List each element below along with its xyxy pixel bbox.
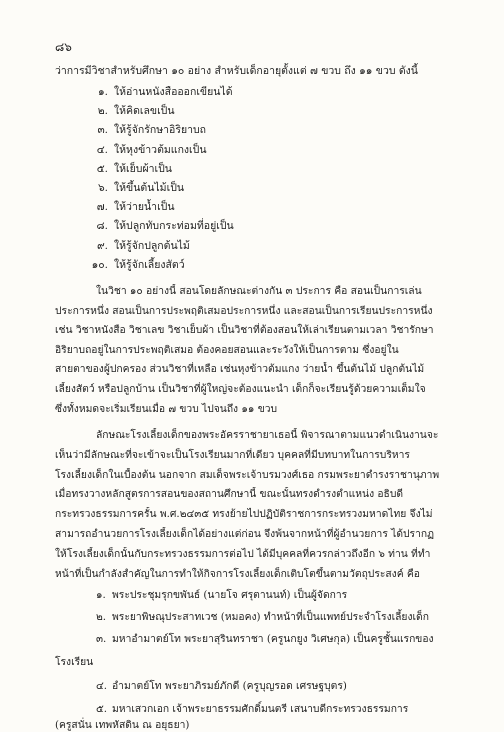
paragraph-line: อิริยาบถอยู่ในการประพฤติเสมอ ต้องคอยสอนและระวังให้เป็นการตาม ซึ่งอยู่ใน [55,343,399,356]
paragraph-line: หน้าที่เป็นกำลังสำคัญในการทำให้กิจการโรงเลี้ยงเด็กเติบโตขึ้นตามวัตถุประสงค์ คือ [55,567,420,580]
role-line [55,655,93,669]
role-number: ๔. [96,680,108,692]
paragraph-line: ในวิชา ๑๐ อย่างนี้ สอนโดยลักษณะต่างกัน ๓ ประการ คือ สอนเป็นการเล่น [96,285,422,297]
role-text: มหาอำมาตย์โท พระยาสุรินทราชา (ครูนกยูง วิเศษกุล) เป็นครูชั้นแรกของ [112,633,434,645]
role-line [96,588,347,602]
subject-number: ๓. [97,124,108,137]
role-text: (ครูสนั่น เทพหัสดิน ณ อยุธยา) [55,719,190,731]
role-text: พระยาพิษณุประสาทเวช (หมอคง) ทำหน้าที่เป็นแพทย์ประจำโรงเลี้ยงเด็ก [112,611,429,623]
subject-text: ให้คิดเลขเป็น [114,105,175,118]
paragraph-line: สามารถอำนวยการโรงเลี้ยงเด็กได้อย่างแต่ก่อน จึงพ้นจากหน้าที่ผู้อำนวยการ ได้ปรากฏ [55,528,435,540]
subject-text: ให้ว่ายน้ำเป็น [114,201,175,214]
subject-number: ๖. [97,182,108,194]
role-number: ๕. [96,703,108,715]
paragraph-line: ซึ่งทั้งหมดจะเริ่มเรียนเมื่อ ๗ ขวบ ไปจนถึง ๑๑ ขวบ [55,402,278,415]
role-number: ๓. [96,633,107,645]
subject-text: ให้รู้จักรักษาอิริยาบถ [114,124,207,137]
subject-text: ให้หุงข้าวต้มแกงเป็น [114,143,207,156]
paragraph-line: เช่น วิชาหนังสือ วิชาเลข วิชาเย็บผ้า เป็นวิชาที่ต้องสอนให้เล่าเรียนตามเวลา วิชารักษา [55,324,434,337]
role-line [96,610,429,624]
role-text: โรงเรียน [55,656,94,668]
role-text: มหาเสวกเอก เจ้าพระยาธรรมศักดิ์มนตรี เสนาบดีกระทรวงธรรมการ [112,703,409,715]
paragraph-line: เห็นว่ามีลักษณะที่จะเข้าจะเป็นโรงเรียนมากที่เดียว บุคคลที่มีบทบาทในการบริหาร [55,448,410,461]
paragraph-line: เลี้ยงสัตว์ หรือปลูกบ้าน เป็นวิชาที่ผู้ใหญ่จะต้องแนะนำ เด็กก็จะเรียนรู้ด้วยความเต็มใจ [55,383,426,395]
intro-line: ว่าการมีวิชาสำหรับศึกษา ๑๐ อย่าง สำหรับเด็กอายุตั้งแต่ ๗ ขวบ ถึง ๑๑ ขวบ ดังนี้ [55,65,418,77]
subject-text: ให้ปลูกทับกระท่อมที่อยู่เป็น [114,220,234,233]
role-number: ๑. [96,589,106,601]
page-number: ๘๖ [55,40,72,54]
subject-text: ให้เย็บผ้าเป็น [114,162,172,175]
role-text: อำมาตย์โท พระยาภิรมย์ภักดี (ครูบุญรอด เศรษฐบุตร) [112,680,347,692]
role-text: พระประชุมรุกขพันธ์ (นายโจ ศรุตานนท์) เป็นผู้จัดการ [112,589,348,601]
subject-number: ๔. [96,143,108,156]
paragraph-line: ประการหนึ่ง สอนเป็นการประพฤติเสมอประการหนึ่ง และสอนเป็นการเรียนประการหนึ่ง [55,304,433,317]
paragraph-line: เมื่อทรงวางหลักสูตรการสอนของสถานศึกษานี้ ขณะนั้นทรงดำรงตำแหน่ง อธิบดี [55,488,404,501]
role-line [96,702,408,716]
subject-number: ๙. [96,239,108,252]
subject-number: ๑. [97,86,108,98]
subject-text: ให้รู้จักเลี้ยงสัตว์ [114,258,185,271]
paragraph-line: ลักษณะโรงเลี้ยงเด็กของพระอัครราชายาเธอนี้ พิจารณาตามแนวดำเนินงานจะ [96,429,439,441]
role-line [55,718,189,732]
subject-text: ให้ขึ้นต้นไม้เป็น [114,182,185,194]
subject-text: ให้อ่านหนังสือออกเขียนได้ [114,86,233,98]
paragraph-line: สายตาของผู้ปกครอง ส่วนวิชาที่เหลือ เช่นหุงข้าวต้มแกง ว่ายน้ำ ขึ้นต้นไม้ ปลูกต้นไม้ [55,363,425,376]
paragraph-line: โรงเลี้ยงเด็กในเบื้องต้น นอกจาก สมเด็จพระเจ้าบรมวงศ์เธอ กรมพระยาดำรงราชานุภาพ [55,468,440,481]
role-number: ๒. [96,611,107,623]
subject-number: ๕. [96,162,108,175]
subject-number: ๘. [96,220,108,233]
role-line [96,679,347,693]
paragraph-line: ให้โรงเลี้ยงเด็กนั้นกับกระทรวงธรรมการต่อไป ได้มีบุคคลที่ควรกล่าวถึงอีก ๖ ท่าน ที่ทำ [55,547,431,560]
subject-text: ให้รู้จักปลูกต้นไม้ [114,239,190,252]
role-line [96,632,434,646]
subject-number: ๑๐. [91,258,108,271]
subject-number: ๒. [97,105,108,118]
paragraph-line: กระทรวงธรรมการครั้น พ.ศ.๒๔๓๕ ทรงย้ายไปปฏิบัติราชการกระทรวงมหาดไทย จึงไม่ [55,508,433,521]
subject-number: ๗. [96,201,108,214]
